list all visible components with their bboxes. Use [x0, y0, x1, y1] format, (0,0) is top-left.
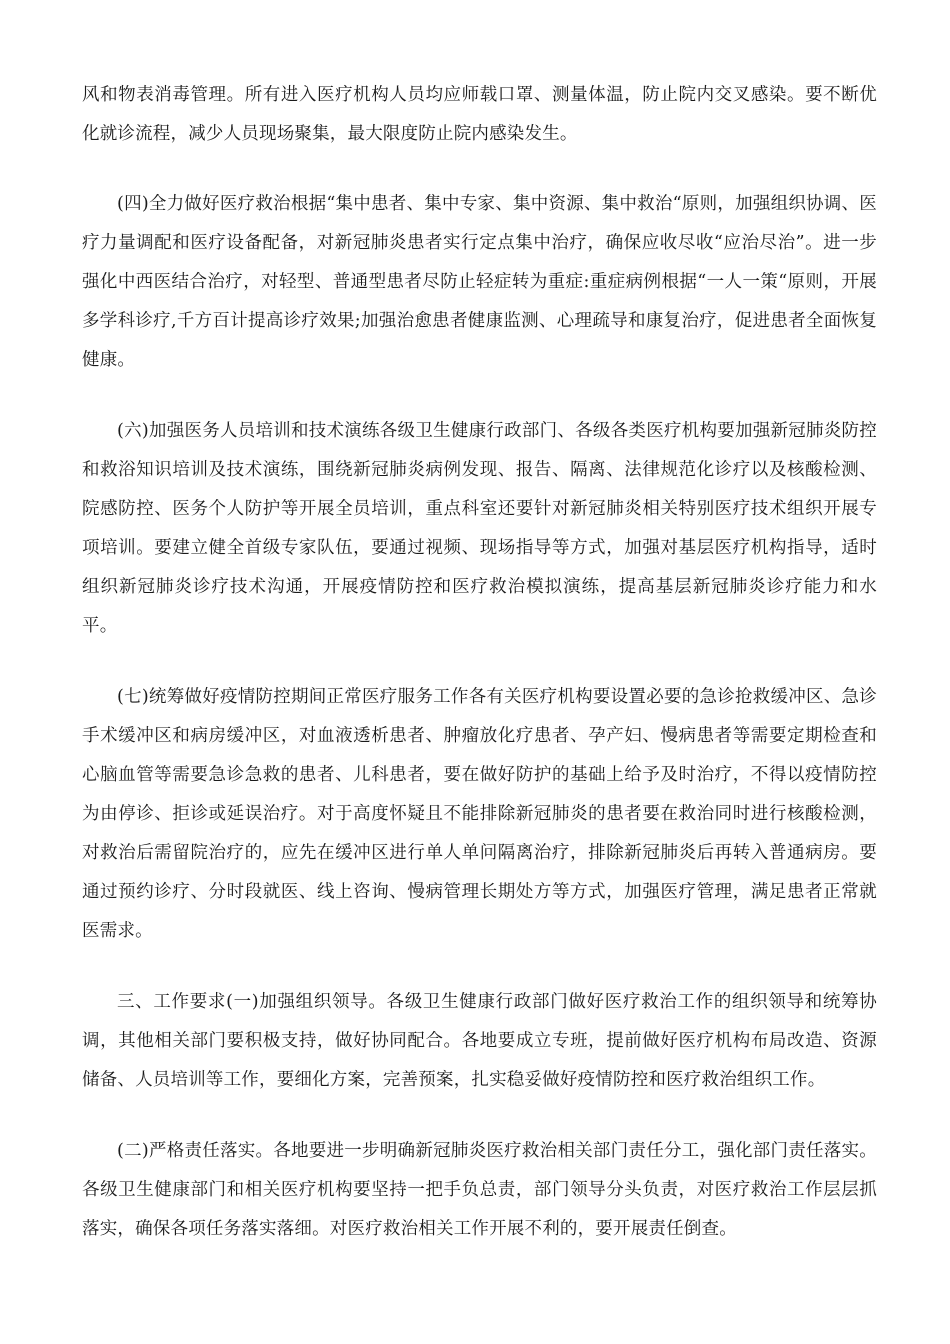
- paragraph-work-requirements: 三、工作要求(一)加强组织领导。各级卫生健康行政部门做好医疗救治工作的组织领导和统筹协调，其他相关部门要积极支持，做好协同配合。各地要成立专班，提前做好医疗机构布局改造、资源储备、人员培训等工作，要细化方案，完善预案，扎实稳妥做好疫情防控和医疗救治组织工作。: [82, 992, 877, 1090]
- paragraph-continuation: 风和物表消毒管理。所有进入医疗机构人员均应师载口罩、测量体温，防止院内交叉感染。要不断优化就诊流程，减少人员现场聚集，最大限度防止院内感染发生。: [82, 85, 877, 144]
- paragraph-responsibility: (二)严格责任落实。各地要进一步明确新冠肺炎医疗救治相关部门责任分工，强化部门责任落实。各级卫生健康部门和相关医疗机构要坚持一把手负总责，部门领导分头负责，对医疗救治工作层层抓落实，确保各项任务落实落细。对医疗救治相关工作开展不利的，要开展责任倒查。: [82, 1141, 877, 1239]
- paragraph-normal-services: (七)统筹做好疫情防控期间正常医疗服务工作各有关医疗机构要设置必要的急诊抢救缓冲区、急诊手术缓冲区和病房缓冲区，对血液透析患者、肿瘤放化疗患者、孕产妇、慢病患者等需要定期检查和心脑血管等需要急诊急救的患者、儿科患者，要在做好防护的基础上给予及时治疗，不得以疫情防控为由停诊、拒诊或延误治疗。对于高度怀疑且不能排除新冠肺炎的患者要在救治同时进行核酸检测，对救治后需留院治疗的，应先在缓冲区进行单人单问隔离治疗，排除新冠肺炎后再转入普通病房。要通过预约诊疗、分时段就医、线上咨询、慢病管理长期处方等方式，加强医疗管理，满足患者正常就医需求。: [82, 687, 877, 941]
- paragraph-medical-treatment: (四)全力做好医疗救治根据“集中患者、集中专家、集中资源、集中救治“原则，加强组织协调、医疗力量调配和医疗设备配备，对新冠肺炎患者实行定点集中治疗，确保应收尽收“应治尽治”。进一步强化中西医结合治疗，对轻型、普通型患者尽防止轻症转为重症:重症病例根据“一人一策“原则，开展多学科诊疗,千方百计提高诊疗效果;加强治愈患者健康监测、心理疏导和康复治疗，促进患者全面恢复健康。: [82, 194, 877, 370]
- paragraph-staff-training: (六)加强医务人员培训和技术演练各级卫生健康行政部门、各级各类医疗机构要加强新冠肺炎防控和救浴知识培训及技术演练，围绕新冠肺炎病例发现、报告、隔离、法律规范化诊疗以及核酸检测、院感防控、医务个人防护等开展全员培训，重点科室还要针对新冠肺炎相关特别医疗技术组织开展专项培训。要建立健全首级专家队伍，要通过视频、现场指导等方式，加强对基层医疗机构指导，适时组织新冠肺炎诊疗技术沟通，开展疫情防控和医疗救治模拟演练，提高基层新冠肺炎诊疗能力和水平。: [82, 421, 877, 636]
- document-body: [82, 76, 877, 1281]
